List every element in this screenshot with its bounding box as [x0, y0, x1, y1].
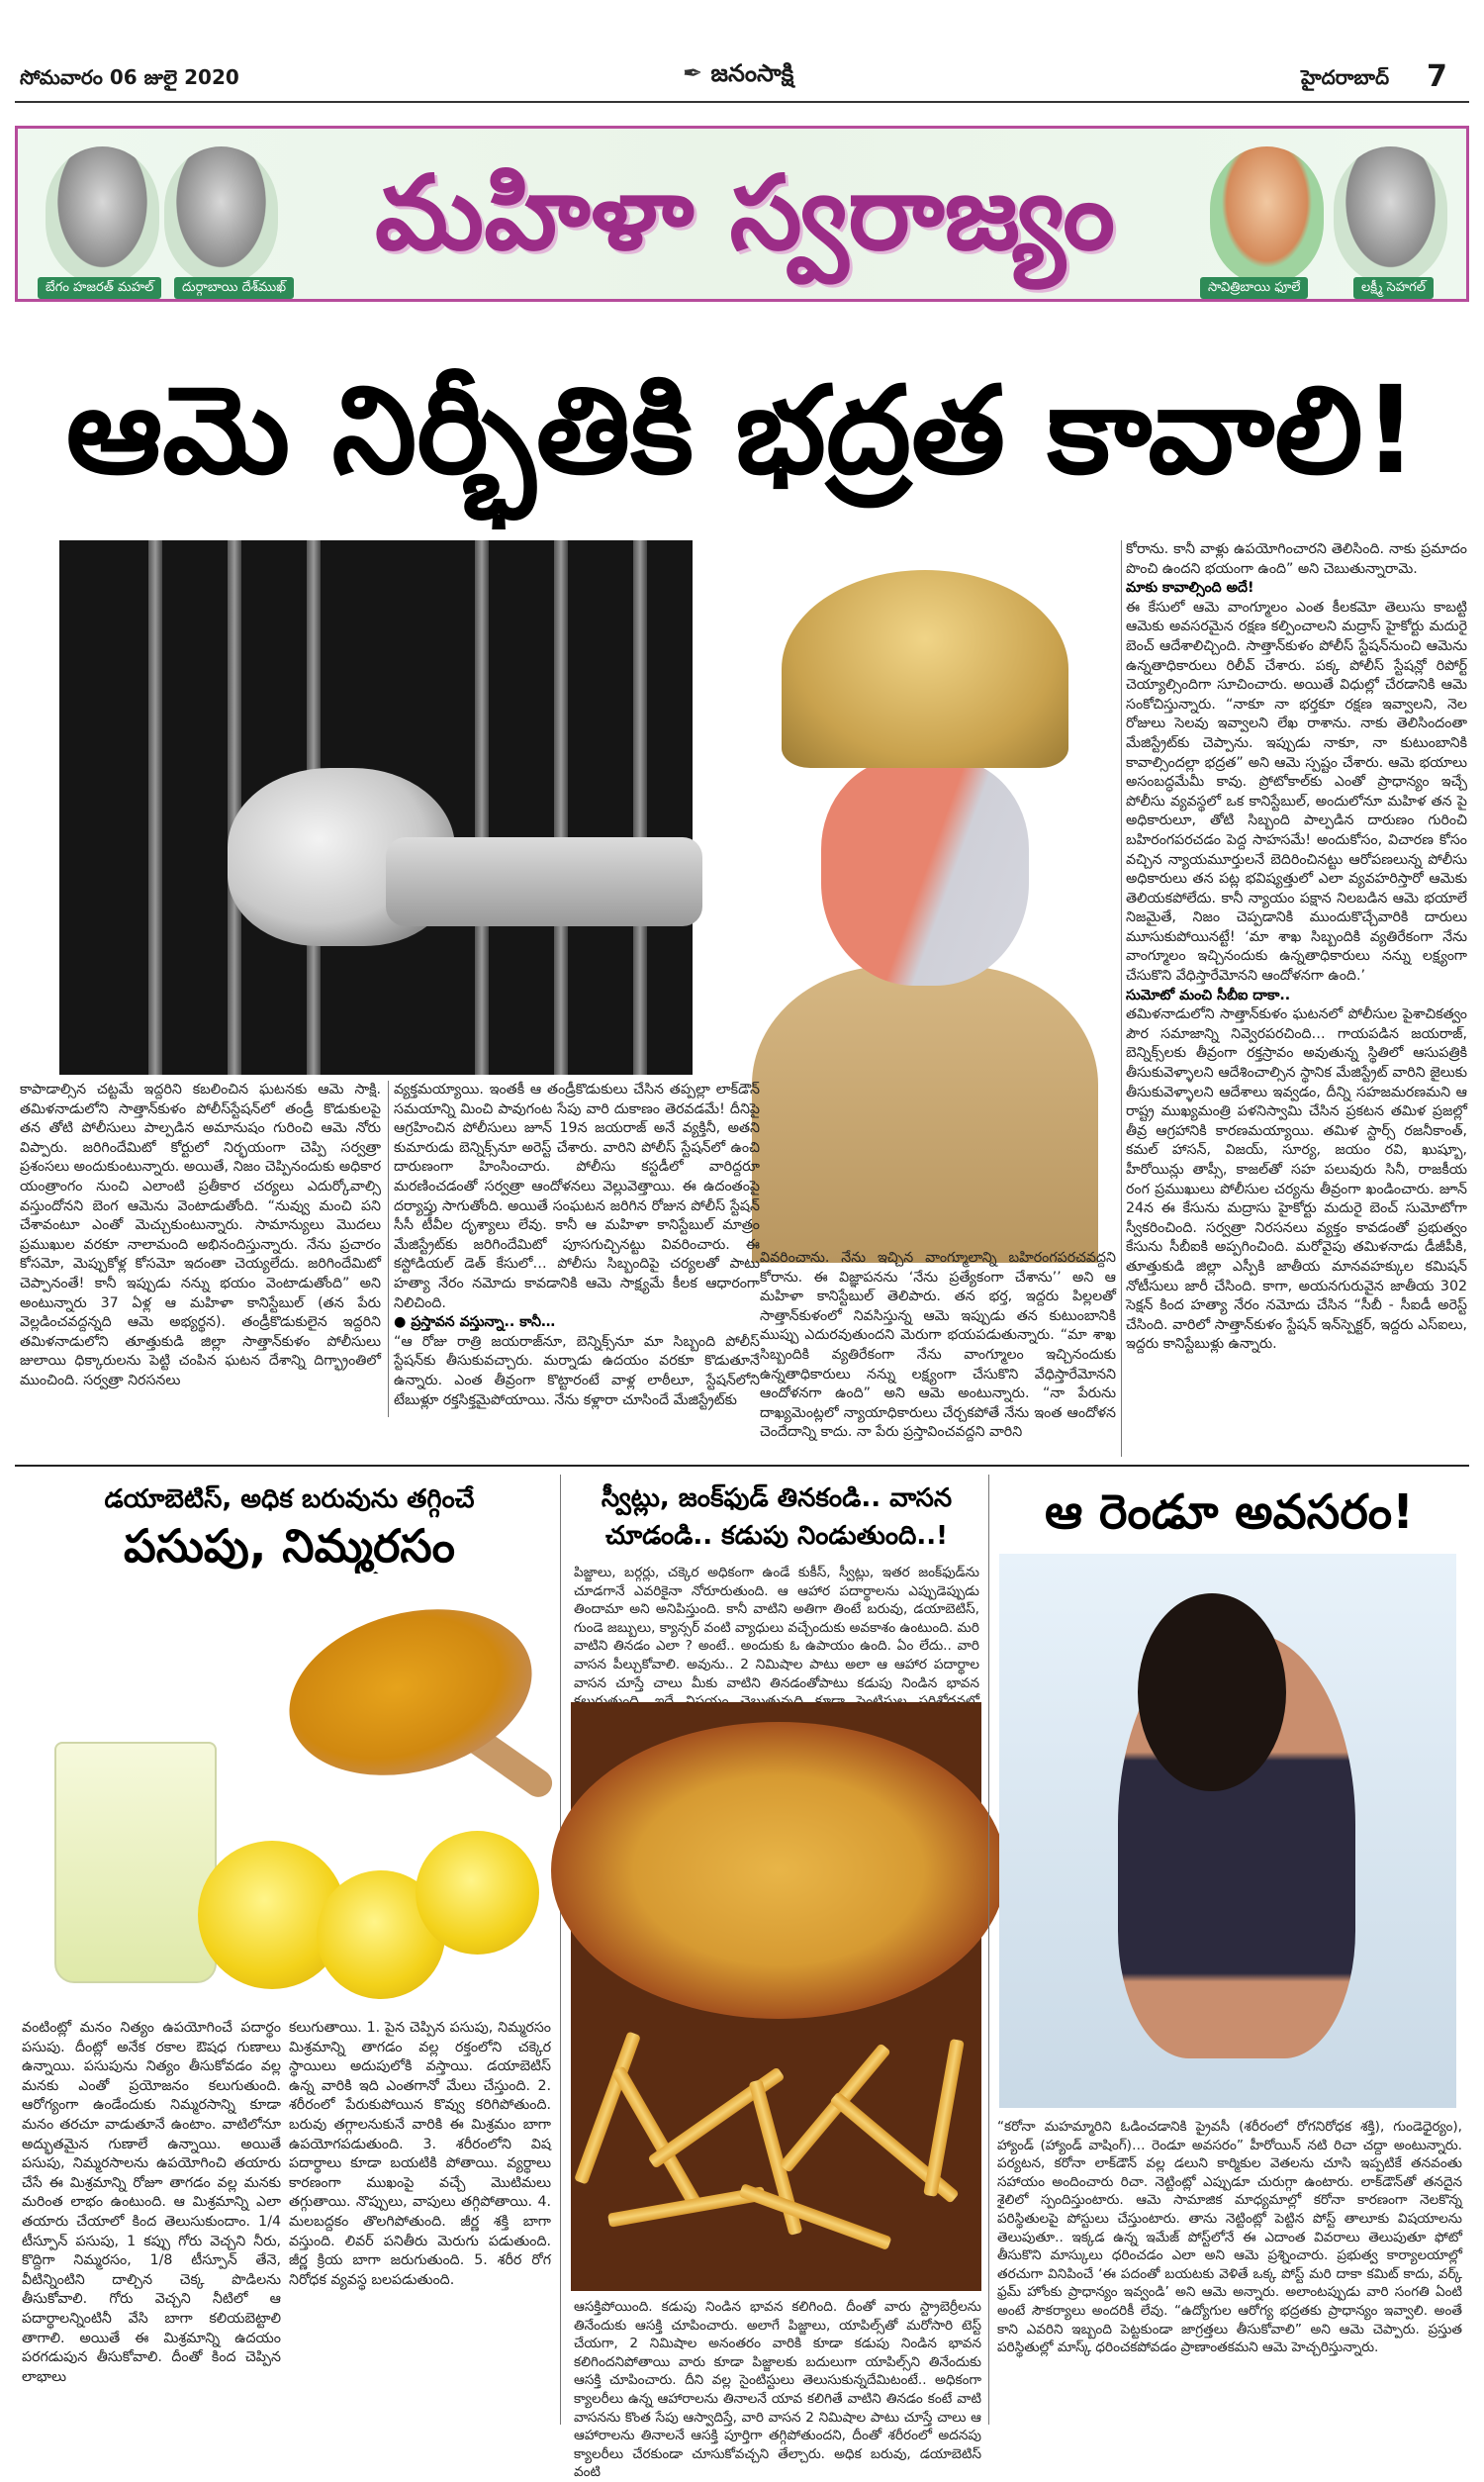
- banner-title: మహిళా స్వరాజ్యం: [375, 152, 1115, 273]
- pizza-fries-photo: [571, 1702, 981, 2291]
- turmeric-col-2: కలుగుతాయి. 1. పైన చెప్పిన పసుపు, నిమ్మరసం మిశ్రమాన్ని తాగడం వల్ల రక్తంలోని చక్కెర స్థాయిలు అదుపులోకి వస్తాయి. డయాబెటిస్ ఉన్న వారికి ఇది ఎంతగానో మేలు చేస్తుంది. 2. శరీరంలో పేరుకుపోయిన కొవ్వు కరిగిపోతుంది. బరువు తగ్గాలనుకునే వారికి ఈ మిశ్రమం బాగా ఉపయోగపడుతుంది. 3. శరీరంలోని విష పదార్థాలు కూడా బయటికి పోతాయి. వ్యర్థాలు కారణంగా ముఖంపై వచ్చే మొటిమలు తగ్గుతాయి. నొప్పులు, వాపులు తగ్గిపోతాయి. 4. మలబద్దకం తొలగిపోతుంది. జీర్ణ శక్తి బాగా వస్తుంది. లివర్ పనితీరు మెరుగు పడుతుంది. జీర్ణ క్రియ బాగా జరుగుతుంది. 5. శరీర రోగ నిరోధక వ్యవస్థ బలపడుతుంది.: [289, 2020, 551, 2288]
- portrait-caption: సావిత్రిబాయి ఫూలే: [1200, 277, 1308, 299]
- pizza-icon: [551, 1722, 1006, 2019]
- jail-bars-photo: [59, 540, 693, 1075]
- lemon-icon: [416, 1831, 539, 1955]
- turmeric-lemon-photo: [30, 1574, 549, 2009]
- turmeric-title: పసుపు, నిమ్మరసం: [124, 1519, 455, 1573]
- section-divider: [15, 1465, 1469, 1467]
- masthead-text: జనంసాక్షి: [710, 59, 794, 87]
- city-name: హైదరాబాద్: [1301, 65, 1390, 89]
- turmeric-col-1: వంటింట్లో మనం నిత్యం ఉపయోగించే పదార్థం పసుపు. దీంట్లో అనేక రకాల ఔషధ గుణాలు ఉన్నాయి. పసుపును నిత్యం తీసుకోవడం వల్ల మనకు ఎంతో ప్రయోజనం కలుగుతుంది. ఆరోగ్యంగా ఉండేందుకు నిమ్మరసాన్ని కూడా మనం తరచూ వాడుతూనే ఉంటాం. వాటిలోనూ అద్భుతమైన గుణాలే ఉన్నాయి. అయితే పసుపు, నిమ్మరసాలను ఉపయోగించి తయారు చేసే ఈ మిశ్రమాన్ని రోజూ తాగడం వల్ల మనకు మరింత లాభం ఉంటుంది. ఆ మిశ్రమాన్ని ఎలా తయారు చేయాలో కింద తెలుసుకుందాం. 1/4 టీస్పూన్ పసుపు, 1 కప్పు గోరు వెచ్చని నీరు, కొద్దిగా నిమ్మరసం, 1/8 టీస్పూన్ తేనె, వీటిన్నింటిని దాల్చిన చెక్క పొడిలను తీసుకోవాలి. గోరు వెచ్చని నీటిలో ఆ పదార్థాలన్నింటినీ వేసి బాగా కలియబెట్టాలి తాగాలి. అయితే ఈ మిశ్రమాన్ని ఉదయం పరగడుపున తీసుకోవాలి. దీంతో కింద చెప్పిన లాభాలు: [22, 2020, 281, 2385]
- portrait-icon: [1210, 146, 1324, 285]
- lead-col-2: వ్యక్తమయ్యాయి. ఇంతకీ ఆ తండ్రీకొడుకులు చేసిన తప్పల్లా లాక్‌డౌన్ సమయాన్ని మించి పావుగంట సేపు వారి దుకాణం తెరవడమే! దీనిపై ఆగ్రహించిన పోలీసులు జూన్ 19న జయరాజ్ అనే వ్యక్తినీ, అతని కుమారుడు బెన్నిక్స్‌నూ అరెస్ట్ చేశారు. వారిని పోలీస్ స్టేషన్‌లో ఉంచి దారుణంగా హింసించారు. పోలీసు కస్టడీలో వారిద్దరూ మరణించడంతో సర్వత్రా ఆందోళనలు వెల్లువెత్తాయి. ఈ ఉదంతంపై దర్యాప్తు సాగుతోంది. అయితే సంఘటన జరిగిన రోజున పోలీస్ స్టేషన్ సీసీ టీవీల దృశ్యాలు లేవు. కానీ ఆ మహిళా కానిస్టేబుల్ మాత్రం మేజిస్ట్రేట్‌కు జరిగిందేమిటో పూసగుచ్చినట్టు వివరించారు. ఈ కస్టోడియల్ డెత్ కేసులో… పోలీసు సిబ్బందిపై చర్యలతో పాటు హత్యా నేరం నమోదు కావడానికి ఆమె సాక్ష్యమే కీలక ఆధారంగా నిలిచింది. ● ప్రస్తావన వస్తున్నా.. కానీ… “ఆ రోజు రాత్రి జయరాజ్‌నూ, బెన్నిక్స్‌నూ మా సిబ్బంది పోలీస్ స్టేషన్‌కు తీసుకువచ్చారు. మర్నాడు ఉదయం వరకూ కొడుతూనే ఉన్నారు. ఎంత తీవ్రంగా కొట్టారంటే వాళ్ల లాఠీలూ, స్టేషన్‌లోని టేబుళ్లూ రక్తసిక్తమైపోయాయి. నేను కళ్లారా చూసిందే మేజిస్ట్రేట్‌కు: [394, 1082, 760, 1408]
- banner: [15, 126, 1469, 302]
- police-cap-icon: [782, 570, 1068, 768]
- page-number: 7: [1427, 59, 1447, 94]
- portrait-caption: దుర్గాబాయి దేశ్‌ముఖ్: [174, 277, 294, 299]
- header-rule: [15, 101, 1469, 103]
- junkfood-col-top: పిజ్జాలు, బర్గర్లు, చక్కెర అధికంగా ఉండే కుకీస్, స్వీట్లు, ఇతర జంక్‌ఫుడ్‌ను చూడగానే ఎవరికైనా నోరూరుతుంది. ఆ ఆహార పదార్థాలను ఎప్పుడెప్పుడు తిందామా అని అనిపిస్తుంది. కానీ వాటిని అతిగా తింటే బరువు, డయాబెటిస్, గుండె జబ్బులు, క్యాన్సర్ వంటి వ్యాధులు వచ్చేందుకు అవకాశం ఉంటుంది. మరి వాటిని తినడం ఎలా ? అంటే.. అందుకు ఓ ఉపాయం ఉంది. ఏం లేదు.. వారి వాసన పీల్చుకోవాలి. అవును.. 2 నిమిషాల పాటు అలా ఆ ఆహార పదార్థాల వాసన చూస్తే చాలు మీకు వాటిని తినడంతోపాటు కడుపు నిండిన భావన: [574, 1565, 979, 1691]
- junkfood-title: స్వీట్లు, జంక్‌ఫుడ్ తినకండి.. వాసన చూడండి.. కడుపు నిండుతుంది..!: [601, 1483, 953, 1551]
- sleep-body: “కరోనా మహమ్మారిని ఓడించడానికి ప్రైవసీ (శరీరంలో రోగనిరోధక శక్తి), గుండెధైర్యం), హ్యాండ్ (హ్యాండ్ వాషింగ్)… రెండూ అవసరం” హీరోయిన్‌ నటి రిచా చద్దా అంటున్నారు. పర్యటన, కరోనా లాక్‌డౌన్ వల్ల డలుని కార్మికుల వెతలను చూసి ఇప్పటికే తనవంతు సహాయం అందించారు రిచా. నెట్టింట్లో ఎప్పుడూ చురుగ్గా ఉంటారు. లాక్‌డౌన్‌తో తనదైన శైలిలో స్పందిస్తుంటారు. ఆమె సామాజిక మాధ్యమాల్లో కరోనా కారణంగా నెలకొన్న పరిస్థితులపై పోస్టులు చేస్తుంటారు. తాను నెట్టింట్లో పెట్టిన పోస్ట్ తాలూకు విషయాలను తెలుపుతూ.. ఇక్కడ ఉన్న ఇమేజ్ పోస్ట్‌లోనే ఈ ఎదాంత వివరాలు తెలుపుతూ ఫోటో తీసుకొని మాస్కులు ధరించడం ఎలా అని ఆమె ప్రశ్నించారు. ప్రభుత్వ కార్యాలయాల్లో తరచుగా వినిపించే ‘ఈ పదంతో బయటకు వెళితే ఒక్క పోస్ట్ మరి దాకా కమిట్ కాదు, వర్క్ ఫ్రమ్ హోంకు ప్రాధాన్యం ఇవ్వండి’ అని ఆమె అన్నారు. అలాంటప్పుడు వారి సంగతి ఏంటి అంటే సౌకర్యాలు అందరికీ లేవు. “ఉద్యోగుల ఆరోగ్య భద్రతకు ప్రాధాన్యం ఇవ్వాలి. అంతే కాని ఎవరిని ఇబ్బంది పెట్టకుండా జాగ్రత్తలు తీసుకోవాలి” అని ఆమె చెప్పారు. ప్రస్తుత పరిస్థితుల్లో మాస్క్ ధరించకపోవడం ప్రాణాంతకమని ఆమె హెచ్చరిస్తున్నారు.: [997, 2119, 1462, 2356]
- junkfood-col-bottom: ఆసక్తిపోయింది. కడుపు నిండిన భావన కలిగింది. దీంతో వారు స్ట్రాబెర్రీలను తినేందుకు ఆసక్తి చూపించారు. అలాగే పిజ్జాలు, యాపిల్స్‌తో మరోసారి టెస్ట్ చేయగా, 2 నిమిషాల అనంతరం వారికి కూడా కడుపు నిండిన భావన కలిగిందనిపోతాయి వారు కూడా పిజ్జాలకు బదులుగా యాపిల్స్‌ని తినేందుకు ఆసక్తి చూపించారు. దీని వల్ల సైంటిస్టులు తెలుసుకున్నదేమిటంటే.. అధికంగా క్యాలరీలు ఉన్న ఆహారాలను తినాలనే యావ కలిగితే వాటిని తినడం కంటే వాటి వాసనను కొంత సేపు ఆస్వాదిస్తే, వారి వాసన 2 నిమిషాల పాటు చూస్తే చాలు ఆ ఆహారాలను తినాలనే ఆసక్తి పూర్తిగా తగ్గిపోతుందని, దీంతో శరీరంలో అదనపు క్యాలరీలు చేరకుండా చూసుకోవచ్చని తేల్చారు. అధిక బరువు, డయాబెటిస్ వంటి: [574, 2299, 981, 2481]
- lead-col-4: కోరాను. కానీ వాళ్లు ఉపయోగించారని తెలిసింది. నాకు ప్రమాదం పొంచి ఉందని భయంగా ఉంది” అని చెబుతున్నారామె. మాకు కావాల్సింది అదే! ఈ కేసులో ఆమె వాంగ్మూలం ఎంత కీలకమో తెలుసు కాబట్టి ఆమెకు అవసరమైన రక్షణ కల్పించాలని మద్రాస్ హైకోర్టు మదురై బెంచ్ ఆదేశాలిచ్చింది. సాత్తాన్‌కుళం పోలీస్ స్టేషన్‌నుంచి ఆమెను ఉన్నతాధికారులు రిలీవ్ చేశారు. పక్క పోలీస్ స్టేషన్లో రిపోర్ట్ చెయ్యాల్సిందిగా సూచించారు. అయితే విధుల్లో చేరడానికి ఆమె సంకోచిస్తున్నారు. “నాకూ నా భర్తకూ రక్షణ ఇవ్వాలని, నెల రోజులు సెలవు ఇవ్వాలని లేఖ రాశాను. నాకు తెలిసిందంతా మేజిస్ట్రేట్‌కు చెప్పాను. ఇప్పుడు నాకూ, నా కుటుంబానికి కావాల్సిందల్లా భద్రత” అని ఆమె స్పష్టం చేశారు. ఆమె భయాలు అసంబద్ధమేమీ కావు. ప్రోటోకాల్‌కు ఎంతో ప్రాధాన్యం ఇచ్చే పోలీసు వ్యవస్థలో ఒక కానిస్టేబుల్, అందులోనూ మహిళ తన పై అధికారులూ, తోటి సిబ్బంది పాల్పడిన దారుణం గురించి బహిరంగపరచడం పెద్ద సాహసమే! అందుకోసం, విచారణ కోసం వచ్చిన న్యాయమూర్తులనే బెదిరించినట్టు ఆరోపణలున్న పోలీసు అధికారులు తన పట్ల భవిష్యత్తులో ఎలా వ్యవహరిస్తారో ఆమెకు తెలియకపోలేదు. కానీ న్యాయం పక్షాన నిలబడిన ఆమె భయాలే నిజమైతే, నిజం చెప్పడానికి ముందుకొచ్చేవారికి దారులు మూసుకుపోయినట్టే! ‘మా శాఖ సిబ్బందికి వ్యతిరేకంగా నేను వాంగ్మూలం ఇచ్చినందుకు ఉన్నతాధికారులు నన్ను లక్ష్యంగా చేసుకొని వేధిస్తారేమోనని ఆందోళనగా ఉంది.’ సుమోటో మంచి సీబీఐ దాకా.. తమిళనాడులోని సాత్తాన్‌కుళం ఘటనలో పోలీసుల పైశాచికత్వం పౌర సమాజాన్ని నివ్వెరపరచింది… గాయపడిన జయరాజ్, బెన్నిక్స్‌లకు తీవ్రంగా రక్తస్రావం అవుతున్న స్థితిలో ఆసుపత్రికి తీసుకువెళ్ళాలని ఆదేశించాల్సిన స్థానిక మేజిస్ట్రేట్ వారిని జైలుకు తీసుకువెళ్ళాలని ఆదేశాలు ఇవ్వడం, దీన్ని సహజమరణమని ఆ రాష్ట్ర ముఖ్యమంత్రి పళనిస్వామి చేసిన ప్రకటన తమిళ ప్రజల్లో తీవ్ర ఆగ్రహానికి కారణమయ్యాయి. తమిళ స్టార్స్ రజనీకాంత్, కమల్ హాసన్, విజయ్, సూర్య, జయం రవి, ఖుష్బూ, హీరోయిన్లు తాప్సీ, కాజల్‌తో సహ పలువురు సినీ, రాజకీయ రంగ ప్రముఖులు పోలీసుల చర్యను తీవ్రంగా ఖండించారు. జూన్ 24న ఈ కేసును మద్రాసు హైకోర్టు మదురై బెంచ్ సుమోటోగా స్వీకరించింది. సర్వత్రా నిరసనలు వ్యక్తం కావడంతో ప్రభుత్వం కేసును సీబీఐకి అప్పగించింది. మరోవైపు తమిళనాడు డీజీపీకి, తూత్తుకుడి జిల్లా ఎస్పీకి జాతీయ మానవహక్కుల కమిషన్ నోటీసులు జారీ చేసింది. కాగా, అయనగురువైన జాతీయ 302 సెక్షన్ కింద హత్యా నేరం నమోదు చేసిన “సీబీ - సీఐడీ అరెస్ట్ చేసింది. వారిలో సాత్తాన్‌కుళం స్టేషన్ ఇన్‌స్పెక్టర్, ఇద్దరు ఎస్‌ఐలు, ఇద్దరు కానిస్టేబుళ్లు ఉన్నారు.: [1126, 541, 1467, 1353]
- portrait-icon: [46, 146, 159, 285]
- sleep-title: ఆ రెండూ అవసరం!: [1044, 1484, 1415, 1540]
- masthead-logo: [683, 59, 793, 93]
- pen-icon: ✒: [683, 59, 703, 87]
- lemon-juice-glass-icon: [54, 1742, 217, 1983]
- lead-subhead-3: సుమోటో మంచి సీబీఐ దాకా..: [1126, 987, 1291, 1003]
- lead-subhead-1: ● ప్రస్తావన వస్తున్నా.. కానీ…: [394, 1314, 556, 1331]
- policewoman-photo: [722, 540, 1118, 1243]
- lead-headline: ఆమె నిర్భీతికి భద్రత కావాలి!: [65, 360, 1419, 501]
- portrait-caption: లక్ష్మీ సెహగల్: [1353, 277, 1434, 299]
- portrait-icon: [1334, 146, 1447, 285]
- lead-col-1: కాపాడాల్సిన చట్టమే ఇద్దరిని కబలించిన ఘటనకు ఆమె సాక్షి. తమిళనాడులోని సాత్తాన్‌కుళం పోలీస్‌స్టేషన్‌లో తండ్రీ కొడుకులపై తన తోటి పోలీసులు పాల్పడిన అమానుషం గురించి ఆమె నోరు విప్పారు. జరిగిందేమిటో కోర్టులో నిర్భయంగా చెప్పి సర్వత్రా ప్రశంసలు అందుకుంటున్నారు. అయితే, నిజం చెప్పినందుకు అధికార యంత్రాంగం నుంచి ఎలాంటి ప్రతీకార చర్యలు ఎదుర్కోవాల్సి వస్తుందోనని బెంగ ఆమెను వెంటాడుతోంది. “నువ్వు మంచి పని చేశావంటూ ఎంతో మెచ్చుకుంటున్నారు. సామాన్యులు మొదలు ప్రముఖుల వరకూ నాలామంది అభినందిస్తున్నారు. నేను ప్రచారం కోసమో, మెప్పుకోళ్ల కోసమో ఇదంతా చెయ్యలేదు. జరిగిందేమిటో చెప్పానంతే! కానీ ఇప్పుడు నన్ను భయం వెంటాడుతోంది” అని అంటున్నారు 37 ఏళ్ల ఆ మహిళా కానిస్టేబుల్ (తన పేరు వెల్లడించవద్దన్నది ఆమె అభ్యర్థన). తండ్రీకొడుకులైన ఇద్దరిని తమిళనాడులోని తూత్తుకుడి జిల్లా సాత్తాన్‌కుళం పోలీసులు జులాయి ధిక్కారులను పెట్టి చంపిన ఘటన దేశాన్ని దిగ్భ్రాంతిలో ముంచింది. సర్వత్రా నిరసనలు: [20, 1082, 381, 1388]
- portrait-caption: బేగం హజరత్ మహల్: [38, 277, 161, 299]
- issue-date: సోమవారం 06 జులై 2020: [20, 65, 239, 89]
- portrait-icon: [164, 146, 278, 285]
- lead-col-3: వివరించాను. నేను ఇచ్చిన వాంగ్మూలాన్ని బహిరంగపరచవద్దని కోరాను. ఈ విజ్ఞాపనను ‘నేను ప్రత్యేకంగా చేశాను’’ అని ఆ మహిళా కానిస్టేబుల్ తెలిపారు. తన భర్త, ఇద్దరు పిల్లలతో సాత్తాన్‌కుళంలో నివసిస్తున్న ఆమె ఇప్పుడు తన కుటుంబానికి ముప్పు ఎదురవుతుందని మెరుగా భయపడుతున్నారు. “మా శాఖ సిబ్బందికి వ్యతిరేకంగా నేను వాంగ్మూలం ఇచ్చినందుకు ఉన్నతాధికారులు నన్ను లక్ష్యంగా చేసుకొని వేధిస్తారేమోనని ఆందోళనగా ఉంది” అని ఆమె అంటున్నారు. “నా పేరును దాఖ్యమెంట్లలో న్యాయాధికారులు చేర్చకపోతే నేను ఇంత ఆందోళన చెందేదాన్ని కాదు. నా పేరు ప్రస్తావించవద్దని వారిని: [760, 1250, 1116, 1441]
- actress-photo: [999, 1554, 1456, 2108]
- turmeric-kicker: డయాబెటిస్, అధిక బరువును తగ్గించే: [104, 1484, 475, 1514]
- lead-subhead-2: మాకు కావాల్సింది అదే!: [1126, 580, 1254, 597]
